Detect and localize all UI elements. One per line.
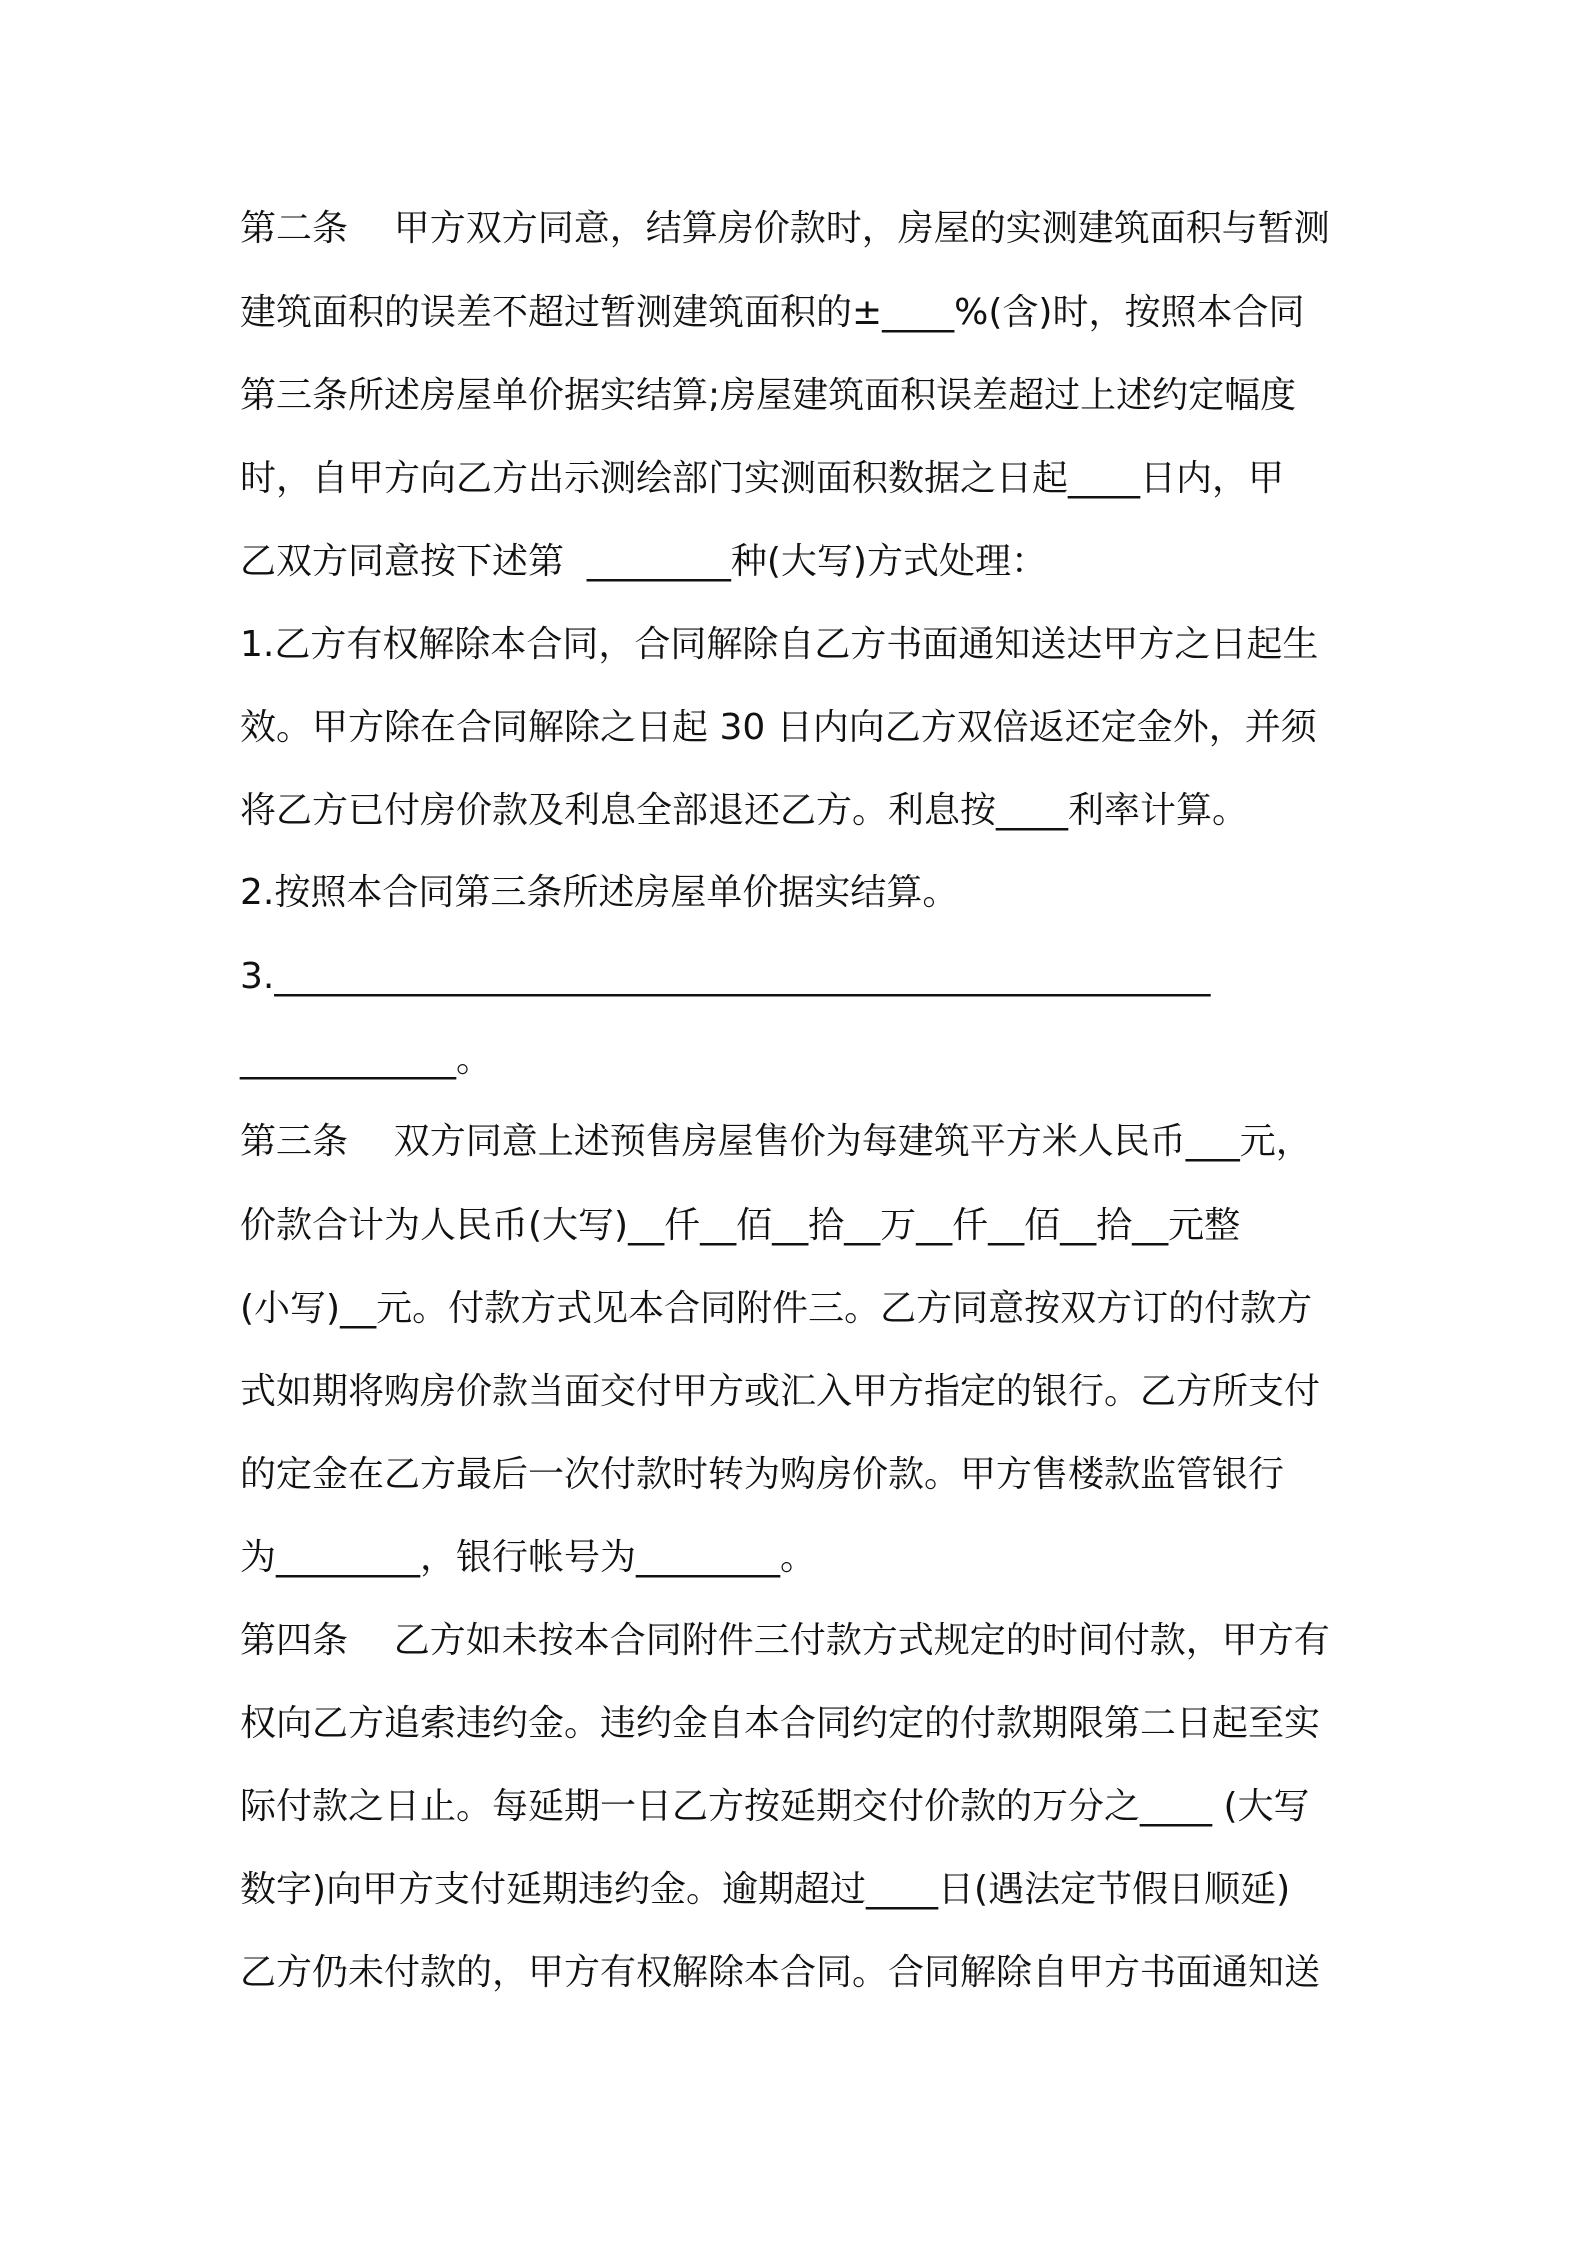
text-line: 权向乙方追索违约金。违约金自本合同约定的付款期限第二日起至实 [240,1703,1321,1744]
text-line: 乙方仍未付款的，甲方有权解除本合同。合同解除自甲方书面通知送 [240,1952,1321,1993]
text-line: 式如期将购房价款当面交付甲方或汇入甲方指定的银行。乙方所支付 [240,1371,1321,1412]
text-line: (小写)__元。付款方式见本合同附件三。乙方同意按双方订的付款方 [240,1288,1313,1329]
text-line: 际付款之日止。每延期一日乙方按延期交付价款的万分之____ (大写 [240,1786,1310,1827]
text-line: ____________。 [240,1039,493,1080]
text-line: 第三条所述房屋单价据实结算;房屋建筑面积误差超过上述约定幅度 [240,375,1297,416]
text-line: 第三条 双方同意上述预售房屋售价为每建筑平方米人民币___元， [240,1121,1312,1162]
text-line: 时，自甲方向乙方出示测绘部门实测面积数据之日起____日内，甲 [240,458,1285,499]
text-line: 将乙方已付房价款及利息全部退还乙方。利息按____利率计算。 [240,790,1249,831]
text-line: 乙双方同意按下述第 ________种(大写)方式处理： [240,541,1047,582]
text-line: 的定金在乙方最后一次付款时转为购房价款。甲方售楼款监管银行 [240,1454,1285,1495]
text-line: 2.按照本合同第三条所述房屋单价据实结算。 [240,872,959,913]
text-line: 第四条 乙方如未按本合同附件三付款方式规定的时间付款，甲方有 [240,1620,1330,1661]
text-line: 第二条 甲方双方同意，结算房价款时，房屋的实测建筑面积与暂测 [240,208,1330,249]
text-line: 3.____________________________________________________ [240,956,1211,997]
text-line: 1.乙方有权解除本合同，合同解除自乙方书面通知送达甲方之日起生 [240,624,1319,665]
text-line: 数字)向甲方支付延期违约金。逾期超过____日(遇法定节假日顺延) [240,1869,1291,1910]
text-line: 效。甲方除在合同解除之日起 30 日内向乙方双倍返还定金外，并须 [240,707,1317,748]
text-line: 价款合计为人民币(大写)__仟__佰__拾__万__仟__佰__拾__元整 [240,1205,1241,1246]
text-line: 建筑面积的误差不超过暂测建筑面积的±____%(含)时，按照本合同 [240,292,1305,333]
text-line: 为________，银行帐号为________。 [240,1537,817,1578]
